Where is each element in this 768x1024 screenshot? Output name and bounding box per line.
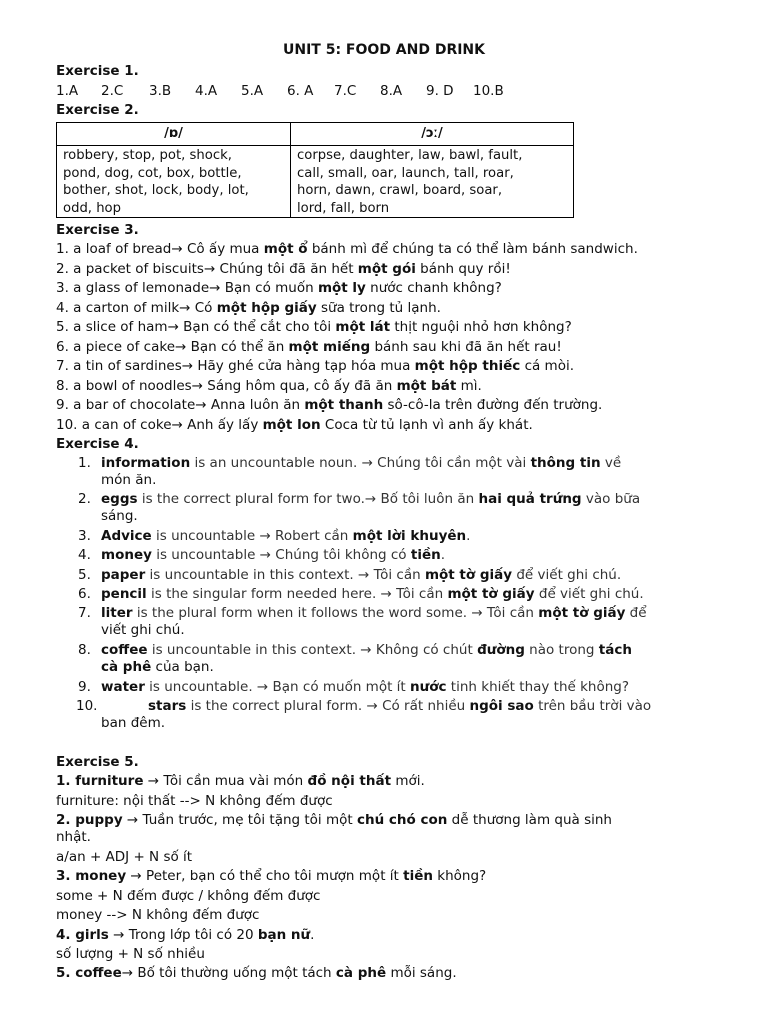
item-text: is the singular form needed here. → Tôi cần [146, 586, 448, 602]
table-header-o-long: /ɔː/ [291, 123, 573, 146]
answer-item: 4.A [195, 83, 218, 99]
item-text: is the correct plural form. → Có rất nhiều [186, 698, 470, 714]
list-number: 9. [78, 679, 91, 695]
item-text: nhật. [56, 829, 91, 845]
exercise-3-item [56, 260, 511, 278]
item-highlight: một gói [357, 260, 416, 277]
exercise-3-item [56, 396, 602, 414]
exercise-4-item [101, 546, 445, 564]
table-cell-o-short [63, 147, 285, 217]
item-text: để viết ghi chú. [534, 586, 644, 602]
item-text: tinh khiết thay thế không? [446, 679, 630, 695]
item-text: . [310, 927, 315, 943]
item-highlight: cà phê [335, 965, 387, 981]
list-number: 3. [78, 528, 91, 544]
exercise-5-heading: Exercise 5. [56, 754, 139, 770]
exercise-5-line [56, 887, 320, 905]
exercise-5-line [56, 792, 333, 810]
item-text: của bạn. [151, 659, 214, 675]
item-text: some + N đếm được / không đếm được [56, 888, 321, 904]
item-highlight: một lát [335, 319, 391, 335]
item-highlight: một lon [262, 416, 321, 433]
page-title: UNIT 5: FOOD AND DRINK [282, 42, 485, 58]
item-text: 8. a bowl of noodles→ Sáng hôm qua, cô ấy đã ăn [56, 377, 397, 394]
item-text: mỗi sáng. [386, 965, 457, 981]
exercise-5-line [56, 867, 486, 885]
item-highlight: pencil [101, 586, 147, 602]
item-highlight: thông tin [530, 455, 601, 471]
item-highlight: paper [101, 567, 146, 583]
table-header-o-short: /ɒ/ [57, 123, 290, 146]
item-text: không? [432, 868, 487, 884]
item-text: bánh mì để chúng ta có thể làm bánh sandwich. [307, 241, 638, 257]
item-highlight: Advice [101, 528, 152, 544]
item-highlight: 1. furniture [56, 773, 144, 789]
list-number: 7. [78, 605, 91, 621]
item-highlight: 4. girls [56, 927, 109, 943]
item-text: → Peter, bạn có thể cho tôi mượn một ít [126, 868, 404, 884]
item-text: nào trong [524, 642, 599, 658]
item-text: viết ghi chú. [101, 622, 185, 638]
exercise-3-item [56, 299, 441, 317]
item-text: trên bầu trời vào [533, 698, 652, 714]
table-cell-line: corpse, daughter, law, bawl, fault, [297, 148, 523, 163]
answer-item: 1.A [56, 83, 79, 99]
item-highlight: tách [598, 642, 632, 658]
item-highlight: information [101, 455, 191, 471]
exercise-3-item [56, 318, 572, 336]
item-highlight: chú chó con [356, 812, 448, 828]
item-highlight: một tờ giấy [538, 605, 626, 621]
item-text: bánh quy rồi! [415, 260, 511, 277]
item-highlight: một ly [317, 280, 366, 296]
list-number: 8. [78, 642, 91, 658]
item-highlight: một miếng [288, 338, 371, 355]
exercise-4-item [148, 697, 651, 715]
item-text: cá mòi. [520, 358, 575, 374]
exercise-4-item-continuation [101, 471, 156, 489]
exercise-4-item-continuation [101, 658, 214, 676]
item-highlight: 5. coffee [56, 965, 122, 981]
exercise-5-line [56, 964, 457, 982]
item-text: 9. a bar of chocolate→ Anna luôn ăn [56, 397, 305, 413]
exercise-5-line [56, 772, 425, 790]
exercise-4-item [101, 454, 621, 472]
item-text: 6. a piece of cake→ Bạn có thể ăn [56, 338, 289, 355]
exercise-4-heading: Exercise 4. [56, 436, 139, 452]
item-text: is an uncountable noun. → Chúng tôi cần một vài [190, 455, 531, 471]
exercise-5-line [56, 828, 91, 846]
item-text: is uncountable in this context. → Tôi cần [145, 567, 425, 583]
exercise-3-item [56, 416, 533, 434]
table-cell-line: horn, dawn, crawl, board, soar, [297, 183, 503, 199]
item-highlight: coffee [101, 642, 148, 658]
item-highlight: hai quả trứng [478, 491, 582, 507]
item-text: → Trong lớp tôi có 20 [108, 927, 258, 943]
exercise-4-item [101, 490, 640, 508]
item-text: 4. a carton of milk→ Có [56, 299, 217, 316]
item-text: nước chanh không? [365, 280, 502, 296]
item-highlight: tiền [403, 868, 433, 884]
table-cell-line: odd, hop [63, 200, 121, 216]
list-number: 5. [78, 567, 91, 583]
answer-item: 10.B [473, 83, 504, 99]
item-text: 3. a glass of lemonade→ Bạn có muốn [56, 280, 318, 296]
item-text: sáng. [101, 508, 138, 524]
item-highlight: 3. money [56, 868, 127, 884]
item-text: ban đêm. [101, 715, 166, 731]
item-text: a/an + ADJ + N số ít [56, 849, 193, 865]
item-text: món ăn. [101, 472, 157, 488]
item-text: vào bữa [581, 491, 641, 507]
item-text: is uncountable. → Bạn có muốn một ít [144, 679, 411, 695]
item-text: is the correct plural form for two.→ Bố tôi luôn ăn [137, 491, 479, 507]
list-number: 4. [78, 547, 91, 563]
item-text: sữa trong tủ lạnh. [316, 299, 441, 316]
answer-item: 6. A [287, 83, 314, 99]
exercise-3-item [56, 240, 638, 258]
item-highlight: một bát [396, 377, 457, 394]
item-highlight: water [101, 679, 145, 695]
exercise-4-item [101, 604, 647, 622]
exercise-3-item [56, 279, 502, 297]
item-text: is the plural form when it follows the word some. → Tôi cần [132, 605, 539, 621]
exercise-5-line [56, 906, 259, 924]
item-highlight: liter [101, 605, 133, 621]
item-text: để viết ghi chú. [512, 567, 622, 583]
table-divider [290, 123, 291, 217]
item-highlight: 2. puppy [56, 812, 123, 828]
exercise-3-heading: Exercise 3. [56, 222, 139, 238]
exercise-1-heading: Exercise 1. [56, 63, 139, 79]
item-text: is uncountable → Chúng tôi không có [151, 547, 411, 563]
item-highlight: đường [477, 642, 525, 658]
item-text: . [440, 547, 446, 563]
list-number: 10. [76, 698, 98, 714]
item-text: money --> N không đếm được [56, 907, 260, 923]
item-text: Coca từ tủ lạnh vì anh ấy khát. [320, 416, 533, 433]
answer-item: 3.B [149, 83, 172, 99]
item-text: furniture: nội thất --> N không đếm được [56, 793, 333, 809]
table-cell-line: bother, shot, lock, body, lot, [63, 183, 249, 199]
table-cell-line: pond, dog, cot, box, bottle, [63, 165, 242, 181]
item-highlight: một hộp giấy [216, 299, 317, 316]
item-text: mì. [456, 377, 482, 394]
exercise-4-item-continuation [101, 621, 185, 639]
item-text: để [625, 605, 647, 621]
item-text: 5. a slice of ham→ Bạn có thể cắt cho tôi [56, 319, 336, 335]
item-text: dễ thương làm quà sinh [447, 812, 612, 828]
item-text: thịt nguội nhỏ hơn không? [390, 319, 572, 335]
exercise-4-item [101, 585, 644, 603]
item-text: is uncountable → Robert cần [151, 528, 353, 544]
item-text: số lượng + N số nhiều [56, 946, 205, 962]
item-text: 7. a tin of sardines→ Hãy ghé cửa hàng tạp hóa mua [56, 358, 415, 374]
exercise-4-item [101, 678, 629, 696]
table-cell-line: call, small, oar, launch, tall, roar, [297, 165, 514, 181]
item-highlight: ngôi sao [469, 698, 534, 714]
item-highlight: đồ nội thất [307, 773, 392, 789]
item-text: . [466, 528, 471, 544]
exercise-3-item [56, 338, 562, 356]
answer-item: 2.C [101, 83, 124, 99]
list-number: 6. [78, 586, 91, 602]
item-highlight: nước [410, 679, 447, 695]
item-highlight: eggs [101, 491, 138, 507]
item-text: về [600, 455, 622, 471]
exercise-5-line [56, 926, 314, 944]
item-text: → Bố tôi thường uống một tách [121, 965, 336, 981]
exercise-5-line [56, 811, 612, 829]
item-highlight: một lời khuyên [352, 528, 467, 544]
table-cell-line: lord, fall, born [297, 200, 390, 216]
item-highlight: bạn nữ [257, 927, 311, 943]
answer-item: 5.A [241, 83, 264, 99]
item-text: sô-cô-la trên đường đến trường. [383, 397, 603, 413]
item-text: 1. a loaf of bread→ Cô ấy mua [56, 241, 264, 257]
exercise-4-item-continuation [101, 507, 138, 525]
item-highlight: stars [148, 698, 187, 714]
exercise-4-item [101, 641, 632, 659]
item-highlight: một thanh [304, 397, 384, 413]
item-highlight: một ổ [263, 241, 308, 257]
item-highlight: money [101, 547, 152, 563]
item-highlight: một tờ giấy [424, 567, 513, 583]
vowel-sound-table [56, 122, 574, 218]
item-text: → Tuần trước, mẹ tôi tặng tôi một [122, 812, 357, 828]
exercise-2-heading: Exercise 2. [56, 102, 139, 118]
list-number: 2. [78, 491, 91, 507]
exercise-3-item [56, 357, 574, 375]
exercise-4-item-continuation [101, 714, 165, 732]
table-cell-o-long [297, 147, 567, 217]
exercise-3-item [56, 377, 482, 395]
exercise-5-line [56, 945, 205, 963]
item-highlight: tiền [410, 547, 441, 563]
item-text: mới. [391, 773, 425, 789]
item-text: 10. a can of coke→ Anh ấy lấy [56, 416, 263, 433]
item-text: 2. a packet of biscuits→ Chúng tôi đã ăn hết [56, 260, 358, 277]
exercise-4-item [101, 527, 470, 545]
list-number: 1. [78, 455, 91, 471]
answer-item: 8.A [380, 83, 403, 99]
exercise-4-item [101, 566, 621, 584]
item-text: is uncountable in this context. → Không có chút [147, 642, 478, 658]
answer-item: 7.C [334, 83, 357, 99]
item-highlight: một tờ giấy [447, 586, 535, 602]
item-text: bánh sau khi đã ăn hết rau! [370, 338, 562, 355]
exercise-5-line [56, 848, 192, 866]
item-highlight: cà phê [101, 659, 152, 675]
item-highlight: một hộp thiếc [414, 358, 521, 374]
table-cell-line: robbery, stop, pot, shock, [63, 148, 232, 163]
answer-item: 9. D [426, 83, 454, 99]
item-text: → Tôi cần mua vài món [143, 773, 308, 789]
